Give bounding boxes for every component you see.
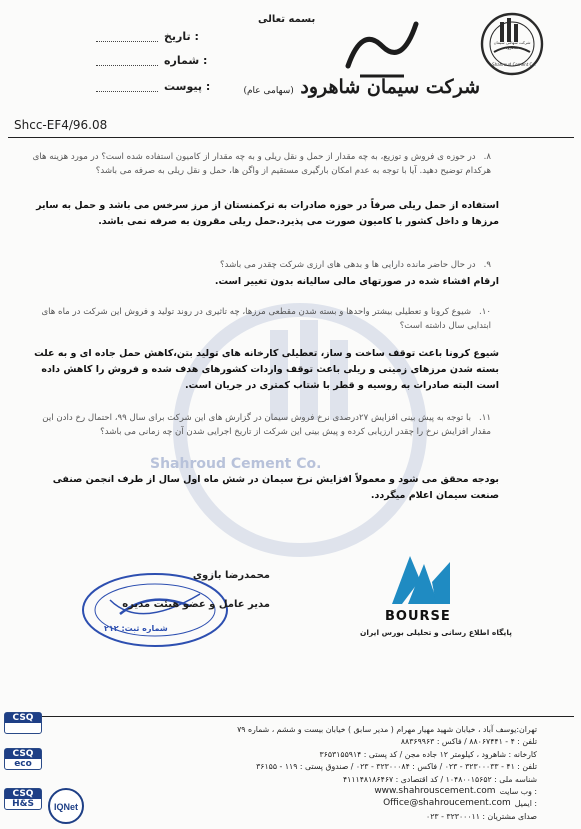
footer-ids: شناسه ملی : ۱۰۴۸۰۰۱۵۶۵۲ / کد اقتصادی : ۴۱۱۱۴۸۱۸۶۴۶۷: [342, 775, 537, 784]
company-name: شرکت سیمان شاهرود: [300, 76, 480, 98]
footer-address-factory: کارخانه : شاهرود ، کیلومتر ۱۲ جاده مجن / کد پستی : ۳۶۵۳۱۵۵۹۱۴: [319, 750, 537, 759]
footer-divider: [8, 716, 574, 717]
footer-email-row: [383, 798, 537, 809]
email-link[interactable]: Office@shahroucement.com: [383, 798, 511, 808]
answer-11: بودجه محقق می شود و معمولاً افزایش نرخ سیمان در شش ماه اول سال از طرف انجمن صنفی صنعت سیمان اعلام میگردد.: [52, 474, 499, 501]
signature-block: [110, 570, 270, 610]
svg-text:IQNet: IQNet: [53, 802, 79, 812]
cert-csq: CSQ: [4, 712, 42, 734]
watermark-text: Shahroud Cement Co.: [150, 456, 322, 472]
website-link[interactable]: www.shahrouscement.com: [374, 786, 496, 796]
footer-website-row: [374, 786, 537, 797]
cert-csq-eco: CSQ eco: [4, 748, 42, 770]
basmala: بسمه تعالی: [258, 14, 316, 25]
calligraphy-mark-icon: [342, 6, 422, 80]
signatory-name: محمدرضا بازوی: [192, 570, 270, 581]
emblem-text: شرکت سهامی سیمان شاهرود: [493, 40, 531, 50]
date-field: [96, 30, 199, 43]
bourse-name: BOURSE: [385, 609, 451, 624]
footer-address-tehran: تهران:یوسف آباد ، خیابان شهید مهیار مهرام ( مدیر سابق ) خیابان بیست و ششم ، شماره ۷۹: [237, 725, 537, 734]
attachment-blank: [96, 81, 158, 92]
attachment-label: پیوست :: [164, 80, 211, 93]
iqnet-badge-icon: [46, 786, 86, 826]
question-9: ۹.در حال حاضر مانده دارایی ها و بدهی های ارزی شرکت چقدر می باشد؟: [220, 260, 491, 270]
answer-8: استفاده از حمل ریلی صرفاً در حوزه صادرات به ترکمنستان از مرز سرخس می باشد و حمل به سایر مرزها و داخل کشور با کامیون صورت می پذیرد.حمل ریلی مقرون به صرفه نمی باشد.: [36, 200, 499, 227]
emblem-latin: Shahroud Cement Co.: [492, 62, 536, 67]
question-10: ۱۰.شیوع کرونا و تعطیلی بیشتر واحدها و بسته شدن مقطعی مرزها، چه تاثیری در روند تولید و فروش این شرکت در ماه های ابتدایی سال داشته است؟: [41, 307, 491, 331]
bourse-subtitle: پایگاه اطلاع رسانی و تحلیلی بورس ایران: [360, 628, 512, 637]
cert-csq-hs: CSQ H&S: [4, 788, 42, 810]
website-label: وب سایت :: [499, 787, 537, 796]
question-8: ۸.در حوزه ی فروش و توزیع، به چه مقدار از حمل و نقل ریلی و به چه مقدار از کامیون استفاده شده است؟ در مورد هزینه های هرکدام توضیح دهید. آیا با توجه به عدم امکان بارگیری مستقیم از واگن ها، حمل و نقل ریلی به صرفه می باشد؟: [32, 152, 491, 176]
answer-9: ارقام افشاء شده در صورتهای مالی سالیانه بدون تغییر است.: [214, 276, 499, 287]
number-field: [96, 54, 207, 67]
document-code: Shcc-EF4/96.08: [14, 118, 108, 132]
company-type: (سهامی عام): [243, 86, 294, 96]
date-blank: [96, 31, 158, 42]
stamp-registration: شماره ثبت: ۲۱۲: [104, 624, 168, 633]
bourse-logo-icon: [388, 552, 454, 608]
signatory-title: مدیر عامل و عضو هیئت مدیره: [122, 599, 270, 610]
date-label: تاریخ :: [164, 30, 199, 43]
question-11: ۱۱.با توجه به پیش بینی افزایش ۲۷درصدی نرخ فروش سیمان در گزارش های این شرکت برای سال ۹۹، احتمال رخ دادن این مقدار افزایش نرخ را چقدر ارزیابی کرده و پیش بینی این شرکت از تاریخ اجرایی شدن آن چه زمانی می باشد؟: [42, 413, 491, 437]
footer-hotline: صدای مشتریان : ۳۲۳۰۰۰۱۱ - ۰۲۳: [426, 812, 537, 821]
footer-phone-factory: تلفن : ۴۱ - ۳۲۳۰۰۰۳۳ - ۰۲۳ / فاکس : ۳۲۳۰۰۰۸۴ - ۰۲۳ / صندوق پستی : ۱۱۹ - ۳۶۱۵۵: [256, 762, 537, 771]
number-blank: [96, 55, 158, 66]
email-label: ایمیل :: [514, 799, 537, 808]
answer-10: شیوع کرونا باعث توقف ساخت و ساز، تعطیلی کارخانه های تولید بتن،کاهش حمل جاده ای و به علت بسته شدن مرزهای زمینی و ریلی باعث توقف واردات کشورهای هدف شده و فروش را کاهش داده است البته صادرات به روسیه و قطر با شتاب کمتری در جریان است.: [34, 348, 499, 391]
attachment-field: [96, 80, 210, 93]
header-divider: [8, 137, 574, 138]
footer-phone-tehran: تلفن : ۴ - ۸۸۰۶۷۴۴۱ / فاکس : ۸۸۳۶۹۹۶۳: [400, 737, 537, 746]
number-label: شماره :: [164, 54, 208, 67]
